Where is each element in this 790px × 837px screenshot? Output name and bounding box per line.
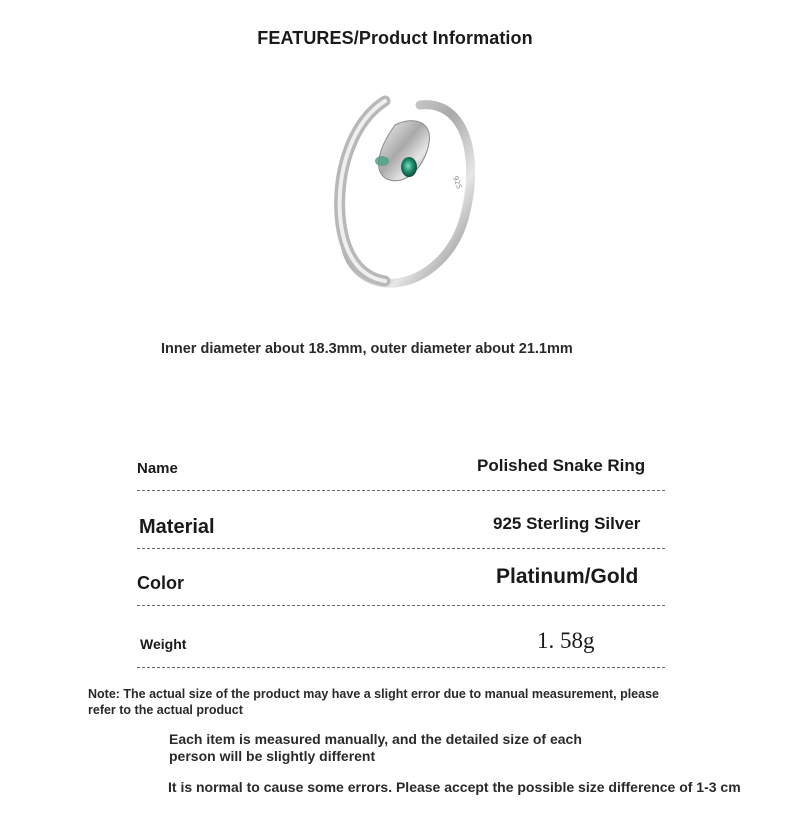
divider [137, 605, 665, 606]
spec-label-color: Color [137, 573, 184, 593]
spec-label-material: Material [139, 516, 215, 538]
divider [137, 667, 665, 668]
page-title: FEATURES/Product Information [257, 28, 533, 48]
spec-value-name: Polished Snake Ring [477, 456, 646, 475]
dimension-text: Inner diameter about 18.3mm, outer diameter about 21.1mm [161, 341, 573, 357]
spec-value-material: 925 Sterling Silver [493, 514, 641, 533]
measurement-note: Note: The actual size of the product may have a slight error due to manual measurement, please refer to the actual product [88, 687, 659, 717]
spec-label-weight: Weight [140, 636, 187, 652]
divider [137, 548, 665, 549]
size-difference-note: It is normal to cause some errors. Please accept the possible size difference of 1-3 cm [168, 779, 741, 795]
stamp-925: 925 [451, 174, 464, 191]
spec-value-weight: 1. 58g [537, 628, 595, 653]
manual-measure-note: Each item is measured manually, and the detailed size of each person will be slightly different [169, 731, 582, 764]
spec-value-color: Platinum/Gold [496, 565, 639, 588]
product-image [325, 95, 475, 295]
divider [137, 490, 665, 491]
spec-label-name: Name [137, 460, 178, 477]
